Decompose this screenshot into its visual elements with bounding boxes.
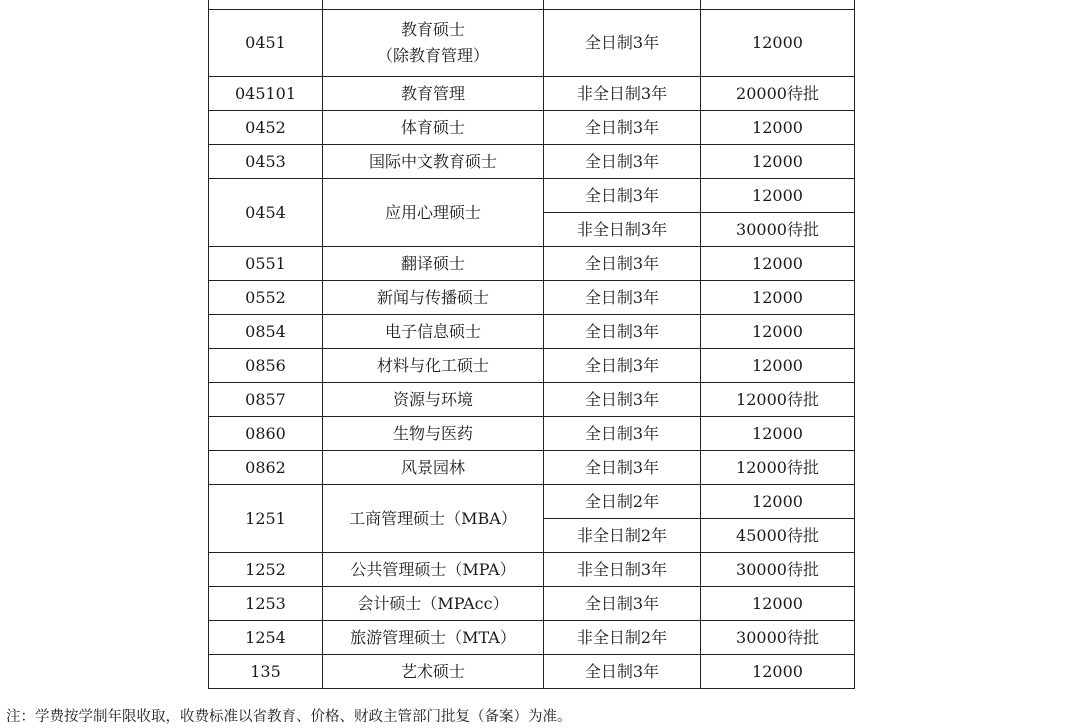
tuition-fee-cell: 12000 <box>701 315 855 349</box>
study-mode-cell: 全日制3年 <box>544 417 701 451</box>
table-row <box>209 77 855 111</box>
program-name-cell: 资源与环境 <box>323 383 544 417</box>
study-mode-cell: 全日制3年 <box>544 145 701 179</box>
study-mode-cell: 非全日制3年 <box>544 213 701 247</box>
study-mode-cell: 全日制3年 <box>544 247 701 281</box>
program-name-cell: 国际中文教育硕士 <box>323 145 544 179</box>
tuition-fee-cell: 12000 <box>701 417 855 451</box>
table-row <box>209 587 855 621</box>
study-mode-cell: 非全日制2年 <box>544 519 701 553</box>
program-name-cell <box>323 0 544 10</box>
table-row <box>209 145 855 179</box>
program-name-cell <box>323 10 544 77</box>
program-code-cell: 0854 <box>209 315 323 349</box>
tuition-fee-cell: 12000 <box>701 111 855 145</box>
program-name-cell: 生物与医药 <box>323 417 544 451</box>
study-mode-cell: 非全日制3年 <box>544 553 701 587</box>
program-code-cell: 1252 <box>209 553 323 587</box>
program-name-cell: 艺术硕士 <box>323 655 544 689</box>
tuition-fee-table <box>208 0 855 689</box>
study-mode-cell: 全日制2年 <box>544 485 701 519</box>
program-name-cell: 教育管理 <box>323 77 544 111</box>
table-row <box>209 451 855 485</box>
tuition-fee-cell: 20000待批 <box>701 77 855 111</box>
footnote: 注：学费按学制年限收取，收费标准以省教育、价格、财政主管部门批复（备案）为准。 <box>6 709 572 725</box>
program-name-cell: 新闻与传播硕士 <box>323 281 544 315</box>
program-name-cell: 电子信息硕士 <box>323 315 544 349</box>
study-mode-cell: 全日制3年 <box>544 315 701 349</box>
program-code-cell: 0552 <box>209 281 323 315</box>
tuition-fee-cell: 12000待批 <box>701 383 855 417</box>
program-code-cell: 0452 <box>209 111 323 145</box>
tuition-fee-cell: 12000 <box>701 655 855 689</box>
program-code-cell: 1253 <box>209 587 323 621</box>
program-name-cell: 风景园林 <box>323 451 544 485</box>
tuition-fee-cell <box>701 0 855 10</box>
study-mode-cell: 全日制3年 <box>544 349 701 383</box>
program-name-cell: 会计硕士（MPAcc） <box>323 587 544 621</box>
tuition-fee-cell: 45000待批 <box>701 519 855 553</box>
table-row <box>209 179 855 213</box>
program-code-cell: 0856 <box>209 349 323 383</box>
tuition-fee-cell: 30000待批 <box>701 213 855 247</box>
program-code-cell <box>209 0 323 10</box>
program-code-cell: 0857 <box>209 383 323 417</box>
table-row <box>209 655 855 689</box>
tuition-fee-cell: 12000待批 <box>701 451 855 485</box>
study-mode-cell: 全日制3年 <box>544 451 701 485</box>
tuition-fee-cell: 30000待批 <box>701 621 855 655</box>
program-name-cell: 旅游管理硕士（MTA） <box>323 621 544 655</box>
program-code-cell: 1254 <box>209 621 323 655</box>
study-mode-cell: 全日制3年 <box>544 383 701 417</box>
program-name-cell: 公共管理硕士（MPA） <box>323 553 544 587</box>
tuition-fee-cell: 12000 <box>701 281 855 315</box>
study-mode-cell: 非全日制3年 <box>544 77 701 111</box>
program-code-cell: 0862 <box>209 451 323 485</box>
table-row <box>209 417 855 451</box>
program-code-cell: 0454 <box>209 179 323 247</box>
program-code-cell: 135 <box>209 655 323 689</box>
table-row <box>209 247 855 281</box>
program-name-cell: 体育硕士 <box>323 111 544 145</box>
program-code-cell: 0551 <box>209 247 323 281</box>
table-row <box>209 10 855 77</box>
tuition-fee-cell: 12000 <box>701 587 855 621</box>
program-name-cell: 材料与化工硕士 <box>323 349 544 383</box>
table-row <box>209 553 855 587</box>
table-row <box>209 349 855 383</box>
table-row <box>209 485 855 519</box>
program-code-cell: 045101 <box>209 77 323 111</box>
study-mode-cell: 全日制3年 <box>544 111 701 145</box>
tuition-fee-cell: 12000 <box>701 247 855 281</box>
program-code-cell: 0451 <box>209 10 323 77</box>
tuition-fee-cell: 12000 <box>701 349 855 383</box>
program-name-cell: 翻译硕士 <box>323 247 544 281</box>
tuition-fee-cell: 30000待批 <box>701 553 855 587</box>
study-mode-cell: 非全日制2年 <box>544 621 701 655</box>
study-mode-cell <box>544 0 701 10</box>
table-row <box>209 315 855 349</box>
tuition-fee-cell: 12000 <box>701 145 855 179</box>
program-code-cell: 1251 <box>209 485 323 553</box>
table-row <box>209 281 855 315</box>
study-mode-cell: 全日制3年 <box>544 179 701 213</box>
table-row <box>209 621 855 655</box>
program-name-cell: 应用心理硕士 <box>323 179 544 247</box>
tuition-fee-cell: 12000 <box>701 179 855 213</box>
table-row <box>209 0 855 10</box>
program-name-line: 教育硕士 <box>400 20 465 39</box>
program-name-line: （除教育管理） <box>376 46 489 65</box>
tuition-fee-cell: 12000 <box>701 10 855 77</box>
program-code-cell: 0453 <box>209 145 323 179</box>
study-mode-cell: 全日制3年 <box>544 655 701 689</box>
tuition-fee-cell: 12000 <box>701 485 855 519</box>
table-row <box>209 383 855 417</box>
program-code-cell: 0860 <box>209 417 323 451</box>
study-mode-cell: 全日制3年 <box>544 281 701 315</box>
study-mode-cell: 全日制3年 <box>544 587 701 621</box>
program-name-cell: 工商管理硕士（MBA） <box>323 485 544 553</box>
table-row <box>209 111 855 145</box>
study-mode-cell: 全日制3年 <box>544 10 701 77</box>
